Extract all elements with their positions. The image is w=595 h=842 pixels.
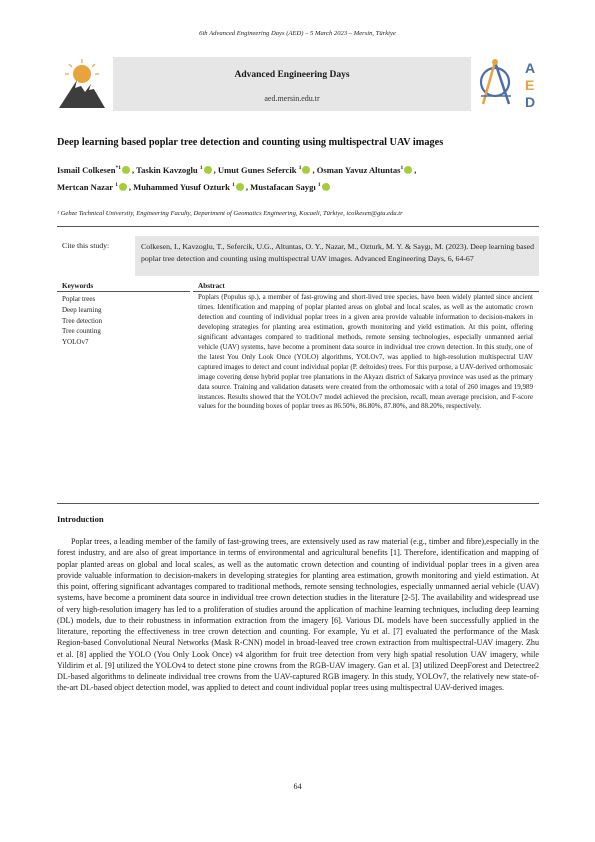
- author-name: Umut Gunes Sefercik: [217, 164, 297, 175]
- journal-url[interactable]: aed.mersin.edu.tr: [264, 94, 320, 103]
- affiliation-marker: 1: [232, 181, 235, 188]
- author-name: Mustafacan Saygı: [250, 181, 316, 192]
- orcid-icon[interactable]: [122, 166, 130, 174]
- introduction-heading: Introduction: [57, 514, 104, 524]
- journal-name: Advanced Engineering Days: [234, 70, 350, 80]
- keyword-list: [62, 294, 102, 348]
- affiliation: ¹ Gebze Technical University, Engineering Faculty, Department of Geomatics Engineering, Kocaeli, Türkiye, icolkesen@gtu.edu.tr: [57, 210, 403, 217]
- divider: [193, 291, 539, 292]
- journal-banner: [57, 50, 539, 118]
- conference-header: 6th Advanced Engineering Days (AED) – 5 March 2023 – Mersin, Türkiye: [199, 30, 396, 37]
- keyword-item: Poplar trees: [62, 295, 96, 303]
- keyword-item: Deep learning: [62, 305, 102, 314]
- mountain-logo-icon: [57, 56, 107, 112]
- introduction-text: Poplar trees, a leading member of the family of fast-growing trees, are extensively used as raw material (e.g., timber and fibre),especially in the forest industry, and are also of great importance in terms of environmental and agricultural benefits [1]. Therefore, identification and mapping of poplar planted areas on global and local scales, as well as the automatic crown detection and counting of individual poplar trees in a given area provide valuable information to decision-makers in developing strategies for planting area estimation, growth monitoring and yield estimation. At this point, offering significant advantages compared to traditional methods, remote sensing technologies, especially unmanned aerial vehicle (UAV) systems, have become a prominent data source in individual tree crown detection studies in the literature [2-5]. The availability and widespread use of very high-resolution imagery has led to a proliferation of studies around the application of machine learning techniques, including deep learning (DL) models, due to their robustness in information extraction from the imagery [6]. Various DL models have been successfully applied in the literature, reporting the effectiveness in tree crown detection and counting. For example, Yu et al. [7] evaluated the performance of the Mask Region-based Convolutional Neural Networks (Mask R-CNN) model in broad-leaved tree crown extraction from multispectral-UAV imagery. Zhu et al. [8] applied the YOLO (You Only Look Once) v4 algorithm for fruit tree detection from very high spatial resolution UAV imagery, while Yildirim et al. [9] utilized the YOLOv4 to detect stone pine crowns from the RGB-UAV imagery. Gan et al. [3] utilized DeepForest and Detectree2 DL-based algorithms to delineate individual tree crowns from the UAV-captured RGB imagery. In this study, YOLOv7, the relatively new state-of-the-art DL-based object detection model, was applied to detect and count individual poplar trees using multispectral UAV-derived images.: [57, 537, 539, 693]
- affiliation-marker: 1: [118, 165, 121, 171]
- orcid-icon[interactable]: [236, 183, 244, 191]
- affiliation-marker: 1: [115, 181, 118, 188]
- orcid-icon[interactable]: [204, 166, 212, 174]
- author-name: Osman Yavuz Altuntas: [316, 164, 401, 175]
- affiliation-marker: 1: [199, 165, 203, 171]
- keyword-item: Tree counting: [62, 327, 101, 336]
- affiliation-marker: 1: [298, 165, 302, 171]
- keywords-heading: Keywords: [62, 282, 94, 290]
- author-list: Ismail Colkesen$^{*1}$iD , Taskin Kavzoglu $^1$iD , Umut Gunes Sefercik $^1$iD , Osman Yavuz Altuntas$^1$iD , Mertcan Nazar $^1$iD , Muhammed Yusuf Ozturk $^1$iD , Mustafacan Saygı $^1$iD: [57, 161, 539, 195]
- orcid-icon[interactable]: [302, 166, 310, 174]
- page-number: 64: [293, 782, 302, 791]
- logo-letter-d: D: [525, 94, 536, 110]
- orcid-icon[interactable]: [119, 183, 127, 191]
- orcid-icon[interactable]: [404, 166, 412, 174]
- logo-letter-e: E: [525, 77, 535, 93]
- author-name: Muhammed Yusuf Ozturk: [133, 181, 230, 192]
- author-name: Taskin Kavzoglu: [136, 164, 198, 175]
- affiliation-marker: 1: [400, 165, 404, 171]
- keyword-item: Tree detection: [62, 316, 102, 325]
- paper-title: Deep learning based poplar tree detection and counting using multispectral UAV images: [57, 137, 444, 148]
- divider: [57, 226, 539, 227]
- keyword-item: YOLOv7: [62, 338, 89, 347]
- abstract-text: Poplars (Populus sp.), a member of fast-growing and short-lived tree species, have been widely planted since ancient times. Identification and mapping of poplar planted areas on global and local scales, as well as the automatic crown detection and counting of individual poplar trees in a given area provide valuable information to decision-makers in developing strategies for planting area estimation, growth monitoring and yield estimation. At this point, offering significant advantages compared to traditional methods, remote sensing technologies, especially unmanned aerial vehicle (UAV) systems, have become a prominent data source in individual tree crown detection. In this study, one of the latest You Only Look Once (YOLO) algorithms, YOLOv7, was applied to high-resolution multispectral UAV captured images to detect and count individual poplar (P. deltoides) trees. For this purpose, a UAV-derived orthomosaic image covering dense hybrid poplar tree plantations in the Akyazı district of Sakarya province was used as the primary data source. Training and validation datasets were created from the orthomosaic with a total of 260 images and 19,989 instances. Results showed that the YOLOv7 model achieved the precision, recall, mean average precision, and F-score values for the bounding boxes of poplar trees as 86.50%, 86.80%, 87.80%, and 88.20%, respectively.: [198, 293, 533, 411]
- author-name: Mertcan Nazar: [57, 181, 113, 192]
- logo-letter-a: A: [525, 60, 536, 76]
- affiliation-marker: 1: [317, 181, 321, 188]
- citation-text: Colkesen, I., Kavzoglu, T., Sefercik, U.G., Altuntas, O. Y., Nazar, M., Ozturk, M. Y. & Saygı, M. (2023). Deep learning based poplar tree detection and counting using multispectral UAV images. Advanced Engineering Days, 6, 64-67: [141, 242, 534, 263]
- cite-label: Cite this study:: [62, 241, 110, 250]
- compass-logo-icon: [477, 56, 539, 112]
- abstract-heading: Abstract: [198, 282, 225, 290]
- orcid-icon[interactable]: [322, 183, 330, 191]
- divider: [57, 291, 190, 292]
- corresponding-marker: *: [115, 165, 119, 171]
- divider: [57, 503, 539, 504]
- author-name: Ismail Colkesen: [57, 164, 116, 175]
